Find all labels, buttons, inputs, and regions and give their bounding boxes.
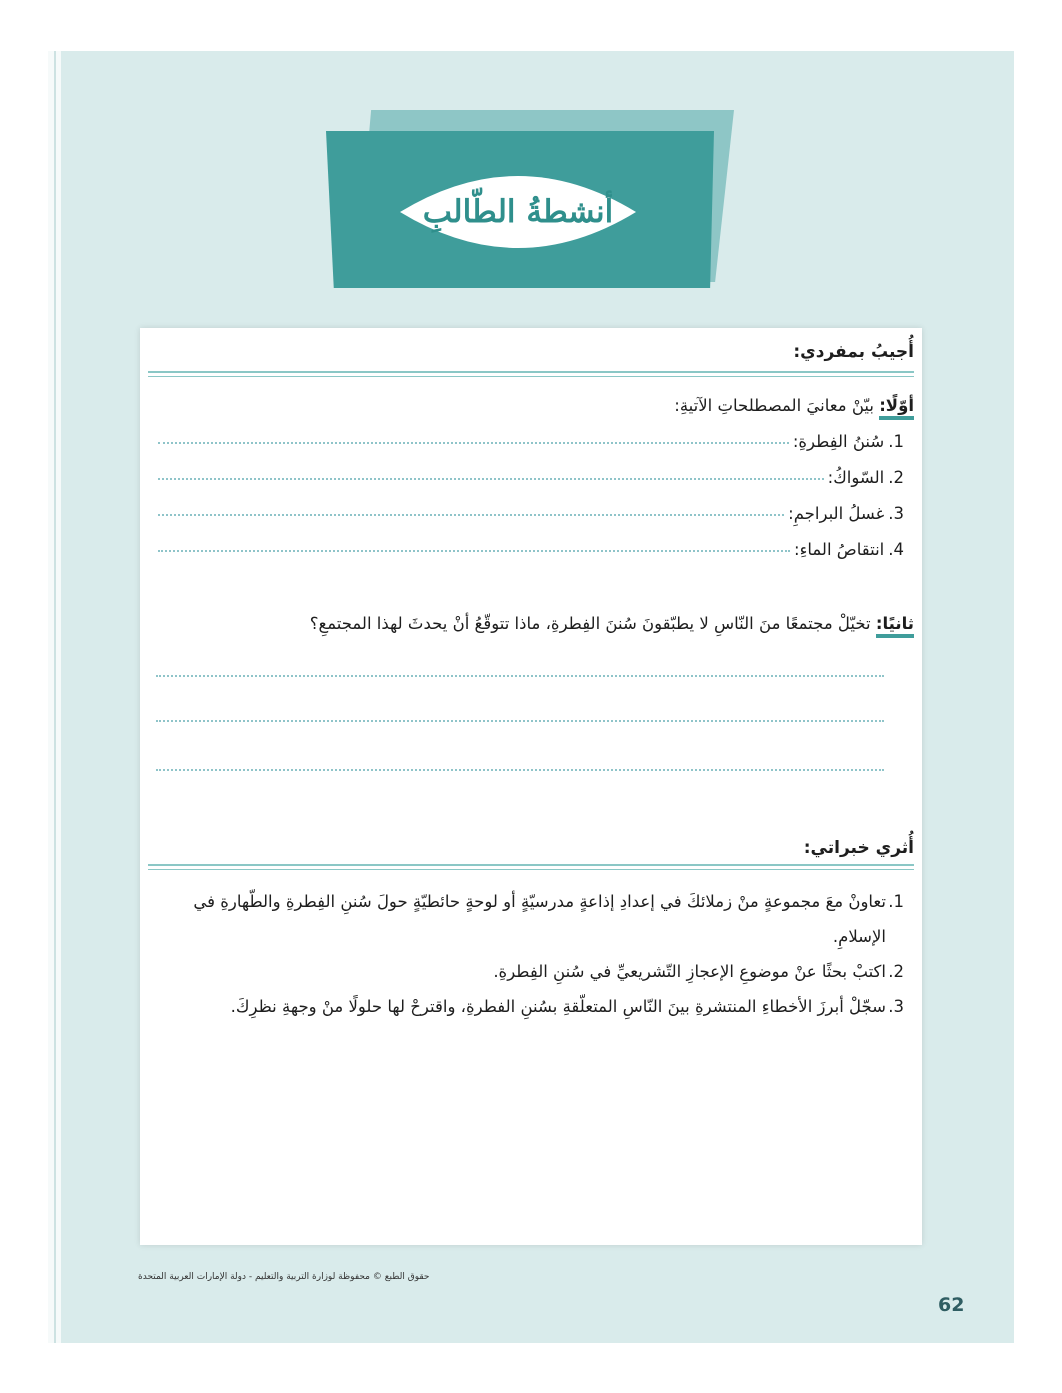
experience-number: 2. [888,962,904,981]
answer-dotted-line[interactable] [158,550,790,552]
answer-dotted-line[interactable] [158,514,784,516]
answer-dotted-line[interactable] [156,720,884,722]
term-item-4 [158,540,904,559]
term-number: 4. [888,540,904,559]
question-2-label: ثانيًا: [876,614,914,638]
answer-dotted-line[interactable] [158,442,789,444]
question-1-text: بيّنْ معانيَ المصطلحاتِ الآتيةِ: [674,396,880,415]
activities-card [140,328,922,1245]
section-heading-individual: أُجيبُ بمفردي: [793,342,914,362]
term-number: 2. [888,468,904,487]
term-item-2 [158,468,904,487]
question-2-text: تخيّلْ مجتمعًا منَ النّاسِ لا يطبّقونَ سُننَ الفِطرةِ، ماذا تتوقّعُ أنْ يحدثَ لهذا المجتمعِ؟ [309,614,876,633]
experience-list [152,884,904,1024]
copyright-notice: حقوق الطبع © محفوظة لوزارة التربية والتعليم - دولة الإمارات العربية المتحدة [138,1272,430,1282]
experience-number: 3. [888,997,904,1016]
term-text: سُننُ الفِطرةِ: [792,432,885,451]
question-2 [310,614,914,633]
page-number: 62 [938,1294,965,1316]
banner-title-badge [398,170,638,254]
term-item-3 [158,504,904,523]
experience-number: 1. [888,892,904,911]
experience-text: تعاونْ معَ مجموعةٍ منْ زملائكَ في إعدادِ إذاعةٍ مدرسيّةٍ أو لوحةٍ حائطيّةٍ حولَ سُننِ الفِطرةِ والطّهارةِ في الإسلامِ. [193,892,886,946]
experience-item-3 [152,989,904,1024]
answer-dotted-line[interactable] [156,675,884,677]
section-divider [148,371,914,377]
term-text: السّواكُ: [827,468,885,487]
banner-title: أنشطةُ الطّالبِ [422,194,614,230]
term-number: 3. [888,504,904,523]
experience-item-2 [152,954,904,989]
experience-item-1 [152,884,904,954]
question-1 [674,396,914,415]
term-number: 1. [888,432,904,451]
term-item-1 [158,432,904,451]
answer-dotted-line[interactable] [156,769,884,771]
experience-text: سجّلْ أبرزَ الأخطاءِ المنتشرةِ بينَ النّاسِ المتعلّقةِ بسُننِ الفطرةِ، واقترحْ لها حلولًا منْ وجهةِ نظرِكَ. [230,997,886,1016]
experience-text: اكتبْ بحثًا عنْ موضوعِ الإعجازِ التّشريعيِّ في سُننِ الفِطرةِ. [493,962,886,981]
answer-dotted-line[interactable] [158,478,824,480]
binding-line [54,51,56,1343]
term-text: غسلُ البراجمِ: [788,504,885,523]
term-text: انتقاصُ الماءِ: [794,540,885,559]
section-heading-experience: أُثري خبراتي: [803,838,914,858]
question-1-label: أوّلًا: [879,396,914,420]
section-divider [148,864,914,870]
